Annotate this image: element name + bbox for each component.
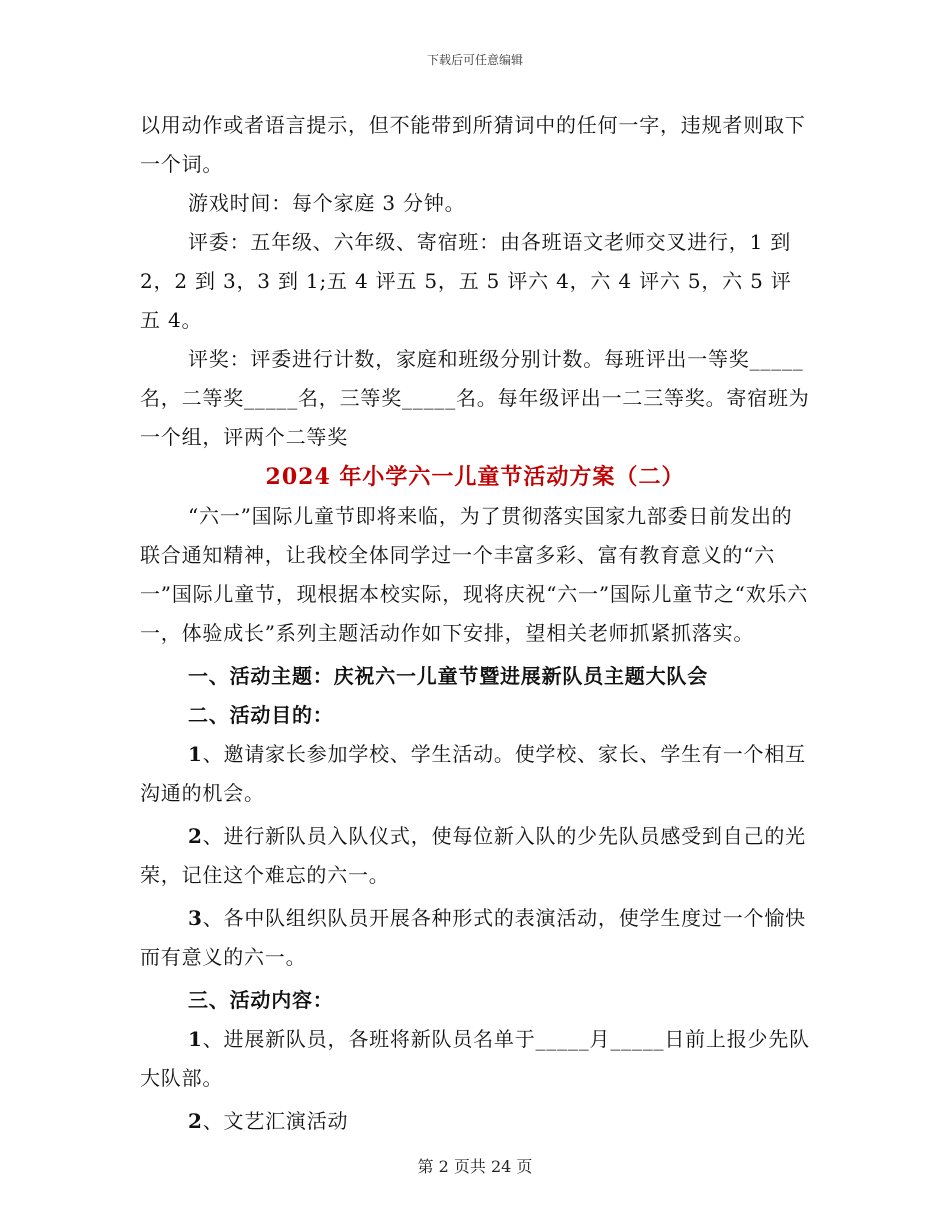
item-number: 3 <box>188 906 203 930</box>
document-body <box>140 106 810 1141</box>
item-number: 1 <box>188 742 203 766</box>
list-item <box>140 817 810 895</box>
section-heading: 三、活动内容： <box>188 988 334 1012</box>
section-heading: 一、活动主题：庆祝六一儿童节暨进展新队员主题大队会 <box>188 664 708 688</box>
intro-paragraph: “六一”国际儿童节即将来临，为了贯彻落实国家九部委日前发出的联合通知精神，让我校全体同学过一个丰富多彩、富有教育意义的“六一”国际儿童节，现根据本校实际，现将庆祝“六一”国际儿童节之“欢乐六一，体验成长”系列主题活动作如下安排，望相关老师抓紧抓落实。 <box>140 504 809 645</box>
document-title: 2024 年小学六一儿童节活动方案（二） <box>265 464 685 490</box>
page-footer: 第 2 页共 24 页 <box>417 1157 533 1176</box>
list-item <box>140 899 810 977</box>
item-number: 2 <box>188 824 203 848</box>
paragraph: 评奖：评委进行计数，家庭和班级分别计数。每班评出一等奖_____名，二等奖_____名，三等奖_____名。每年级评出一二三等奖。寄宿班为一个组，评两个二等奖 <box>140 347 810 449</box>
paragraph: 评委：五年级、六年级、寄宿班：由各班语文老师交叉进行，1 到 2，2 到 3，3 到 1;五 4 评五 5，五 5 评六 4，六 4 评六 5，六 5 评五 4。 <box>140 230 792 332</box>
item-number: 1 <box>188 1027 203 1051</box>
list-item <box>140 1102 810 1141</box>
list-item <box>140 735 810 813</box>
item-text: 、进行新队员入队仪式，使每位新入队的少先队员感受到自己的光荣，记住这个难忘的六一。 <box>140 824 806 887</box>
section-heading: 二、活动目的： <box>188 703 334 727</box>
item-text: 、文艺汇演活动 <box>202 1109 349 1133</box>
list-item <box>140 1020 810 1098</box>
page-header: 下载后可任意编辑 <box>426 53 523 67</box>
item-text: 、邀请家长参加学校、学生活动。使学校、家长、学生有一个相互沟通的机会。 <box>140 742 806 805</box>
item-number: 2 <box>188 1109 203 1133</box>
paragraph: 以用动作或者语言提示，但不能带到所猜词中的任何一字，违规者则取下一个词。 <box>140 113 806 176</box>
item-text: 、各中队组织队员开展各种形式的表演活动，使学生度过一个愉快而有意义的六一。 <box>140 906 806 969</box>
item-text: 、进展新队员，各班将新队员名单于_____月_____日前上报少先队大队部。 <box>140 1027 810 1090</box>
paragraph: 游戏时间：每个家庭 3 分钟。 <box>188 191 466 215</box>
